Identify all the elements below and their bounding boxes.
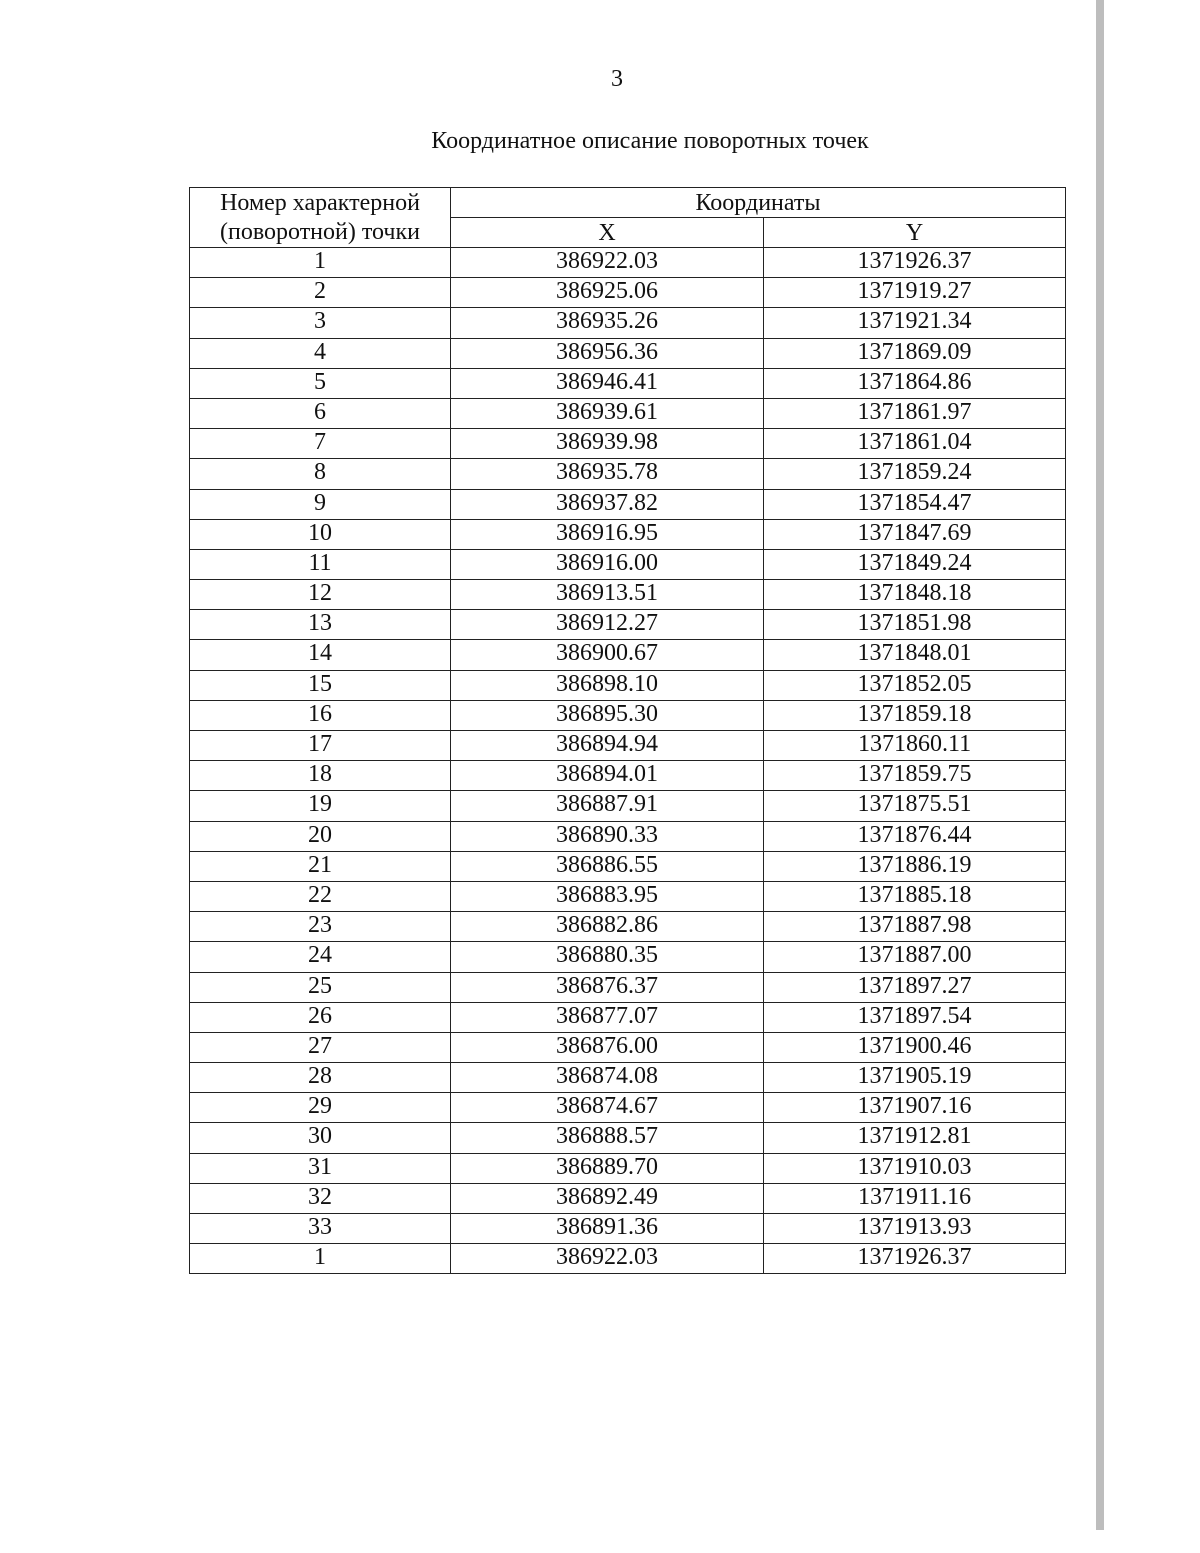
point-number-header-line2: (поворотной) точки	[220, 219, 420, 245]
table-row	[190, 1214, 1066, 1244]
x-coordinate-cell: 386898.10	[451, 670, 764, 700]
x-coordinate-cell: 386956.36	[451, 338, 764, 368]
table-row	[190, 821, 1066, 851]
y-coordinate-cell: 1371905.19	[764, 1063, 1066, 1093]
x-coordinate-cell: 386876.37	[451, 972, 764, 1002]
point-number-cell: 9	[190, 489, 451, 519]
y-coordinate-cell: 1371897.27	[764, 972, 1066, 1002]
table-row	[190, 1093, 1066, 1123]
x-coordinate-cell: 386912.27	[451, 610, 764, 640]
y-coordinate-cell: 1371847.69	[764, 519, 1066, 549]
x-coordinate-cell: 386939.61	[451, 398, 764, 428]
x-coordinate-cell: 386922.03	[451, 248, 764, 278]
x-coordinate-cell: 386877.07	[451, 1002, 764, 1032]
point-number-cell: 10	[190, 519, 451, 549]
table-row	[190, 670, 1066, 700]
point-number-cell: 4	[190, 338, 451, 368]
table-row	[190, 1063, 1066, 1093]
point-number-cell: 19	[190, 791, 451, 821]
x-coordinate-cell: 386939.98	[451, 429, 764, 459]
table-row	[190, 338, 1066, 368]
x-coordinate-cell: 386946.41	[451, 368, 764, 398]
point-number-cell: 13	[190, 610, 451, 640]
point-number-cell: 3	[190, 308, 451, 338]
y-coordinate-cell: 1371886.19	[764, 851, 1066, 881]
point-number-cell: 26	[190, 1002, 451, 1032]
table-body	[190, 248, 1066, 1274]
table-row	[190, 459, 1066, 489]
y-coordinate-cell: 1371921.34	[764, 308, 1066, 338]
y-coordinate-cell: 1371926.37	[764, 1244, 1066, 1274]
point-number-cell: 8	[190, 459, 451, 489]
y-coordinate-cell: 1371851.98	[764, 610, 1066, 640]
y-coordinate-cell: 1371907.16	[764, 1093, 1066, 1123]
y-coordinate-cell: 1371848.01	[764, 640, 1066, 670]
coordinates-table	[189, 187, 1066, 1274]
point-number-cell: 1	[190, 248, 451, 278]
y-coordinate-cell: 1371861.97	[764, 398, 1066, 428]
table-row	[190, 972, 1066, 1002]
y-coordinate-cell: 1371919.27	[764, 278, 1066, 308]
point-number-cell: 23	[190, 912, 451, 942]
x-coordinate-cell: 386894.94	[451, 731, 764, 761]
y-coordinate-cell: 1371887.00	[764, 942, 1066, 972]
point-number-cell: 20	[190, 821, 451, 851]
y-coordinate-cell: 1371859.75	[764, 761, 1066, 791]
table-row	[190, 248, 1066, 278]
x-coordinate-cell: 386874.67	[451, 1093, 764, 1123]
x-coordinate-cell: 386937.82	[451, 489, 764, 519]
page-title: Координатное описание поворотных точек	[431, 128, 869, 154]
y-coordinate-cell: 1371869.09	[764, 338, 1066, 368]
point-number-cell: 31	[190, 1153, 451, 1183]
table-header	[190, 188, 1066, 248]
table-row	[190, 731, 1066, 761]
y-coordinate-cell: 1371859.18	[764, 700, 1066, 730]
point-number-cell: 11	[190, 549, 451, 579]
point-number-cell: 33	[190, 1214, 451, 1244]
table-row	[190, 1032, 1066, 1062]
point-number-cell: 29	[190, 1093, 451, 1123]
x-coordinate-cell: 386916.95	[451, 519, 764, 549]
table-row	[190, 278, 1066, 308]
y-coordinate-cell: 1371852.05	[764, 670, 1066, 700]
y-coordinate-cell: 1371876.44	[764, 821, 1066, 851]
y-coordinate-cell: 1371910.03	[764, 1153, 1066, 1183]
y-coordinate-cell: 1371885.18	[764, 881, 1066, 911]
x-coordinate-cell: 386894.01	[451, 761, 764, 791]
y-coordinate-cell: 1371926.37	[764, 248, 1066, 278]
point-number-cell: 24	[190, 942, 451, 972]
x-coordinate-cell: 386874.08	[451, 1063, 764, 1093]
y-coordinate-cell: 1371849.24	[764, 549, 1066, 579]
table-row	[190, 1123, 1066, 1153]
x-coordinate-cell: 386922.03	[451, 1244, 764, 1274]
x-coordinate-cell: 386883.95	[451, 881, 764, 911]
table-row	[190, 1002, 1066, 1032]
table-row	[190, 549, 1066, 579]
page-number: 3	[611, 66, 623, 92]
x-coordinate-cell: 386925.06	[451, 278, 764, 308]
point-number-cell: 18	[190, 761, 451, 791]
table-row	[190, 368, 1066, 398]
point-number-cell: 7	[190, 429, 451, 459]
x-coordinate-cell: 386876.00	[451, 1032, 764, 1062]
x-coordinate-cell: 386882.86	[451, 912, 764, 942]
y-coordinate-cell: 1371861.04	[764, 429, 1066, 459]
x-coordinate-cell: 386880.35	[451, 942, 764, 972]
point-number-header-line1: Номер характерной	[220, 190, 420, 216]
x-coordinate-cell: 386889.70	[451, 1153, 764, 1183]
y-coordinate-cell: 1371864.86	[764, 368, 1066, 398]
point-number-cell: 5	[190, 368, 451, 398]
table-row	[190, 881, 1066, 911]
table-row	[190, 640, 1066, 670]
y-coordinate-cell: 1371900.46	[764, 1032, 1066, 1062]
y-coordinate-cell: 1371875.51	[764, 791, 1066, 821]
point-number-cell: 6	[190, 398, 451, 428]
y-coordinate-cell: 1371912.81	[764, 1123, 1066, 1153]
x-coordinate-cell: 386886.55	[451, 851, 764, 881]
table-row	[190, 1183, 1066, 1213]
x-coordinate-cell: 386935.26	[451, 308, 764, 338]
y-coordinate-cell: 1371887.98	[764, 912, 1066, 942]
point-number-cell: 15	[190, 670, 451, 700]
table-row	[190, 912, 1066, 942]
table-row	[190, 519, 1066, 549]
point-number-header	[190, 188, 451, 248]
x-column-header: X	[451, 218, 764, 248]
y-coordinate-cell: 1371911.16	[764, 1183, 1066, 1213]
point-number-cell: 25	[190, 972, 451, 1002]
scrollbar-edge	[1096, 0, 1104, 1530]
x-coordinate-cell: 386888.57	[451, 1123, 764, 1153]
y-coordinate-cell: 1371854.47	[764, 489, 1066, 519]
point-number-cell: 2	[190, 278, 451, 308]
table-row	[190, 1153, 1066, 1183]
x-coordinate-cell: 386890.33	[451, 821, 764, 851]
table-row	[190, 429, 1066, 459]
point-number-cell: 1	[190, 1244, 451, 1274]
x-coordinate-cell: 386916.00	[451, 549, 764, 579]
table-row	[190, 1244, 1066, 1274]
table-row	[190, 308, 1066, 338]
table-row	[190, 791, 1066, 821]
x-coordinate-cell: 386895.30	[451, 700, 764, 730]
point-number-cell: 17	[190, 731, 451, 761]
point-number-cell: 12	[190, 580, 451, 610]
point-number-cell: 16	[190, 700, 451, 730]
point-number-cell: 27	[190, 1032, 451, 1062]
table-row	[190, 580, 1066, 610]
table-row	[190, 942, 1066, 972]
point-number-cell: 14	[190, 640, 451, 670]
x-coordinate-cell: 386887.91	[451, 791, 764, 821]
table-row	[190, 851, 1066, 881]
point-number-cell: 28	[190, 1063, 451, 1093]
point-number-cell: 22	[190, 881, 451, 911]
x-coordinate-cell: 386935.78	[451, 459, 764, 489]
x-coordinate-cell: 386891.36	[451, 1214, 764, 1244]
y-coordinate-cell: 1371860.11	[764, 731, 1066, 761]
x-coordinate-cell: 386892.49	[451, 1183, 764, 1213]
y-coordinate-cell: 1371897.54	[764, 1002, 1066, 1032]
point-number-cell: 21	[190, 851, 451, 881]
y-coordinate-cell: 1371913.93	[764, 1214, 1066, 1244]
table-row	[190, 398, 1066, 428]
y-coordinate-cell: 1371859.24	[764, 459, 1066, 489]
point-number-cell: 30	[190, 1123, 451, 1153]
x-coordinate-cell: 386900.67	[451, 640, 764, 670]
y-column-header: Y	[764, 218, 1066, 248]
table-row	[190, 489, 1066, 519]
table-row	[190, 761, 1066, 791]
point-number-cell: 32	[190, 1183, 451, 1213]
x-coordinate-cell: 386913.51	[451, 580, 764, 610]
y-coordinate-cell: 1371848.18	[764, 580, 1066, 610]
table-row	[190, 700, 1066, 730]
coordinates-header: Координаты	[451, 188, 1066, 218]
table-row	[190, 610, 1066, 640]
